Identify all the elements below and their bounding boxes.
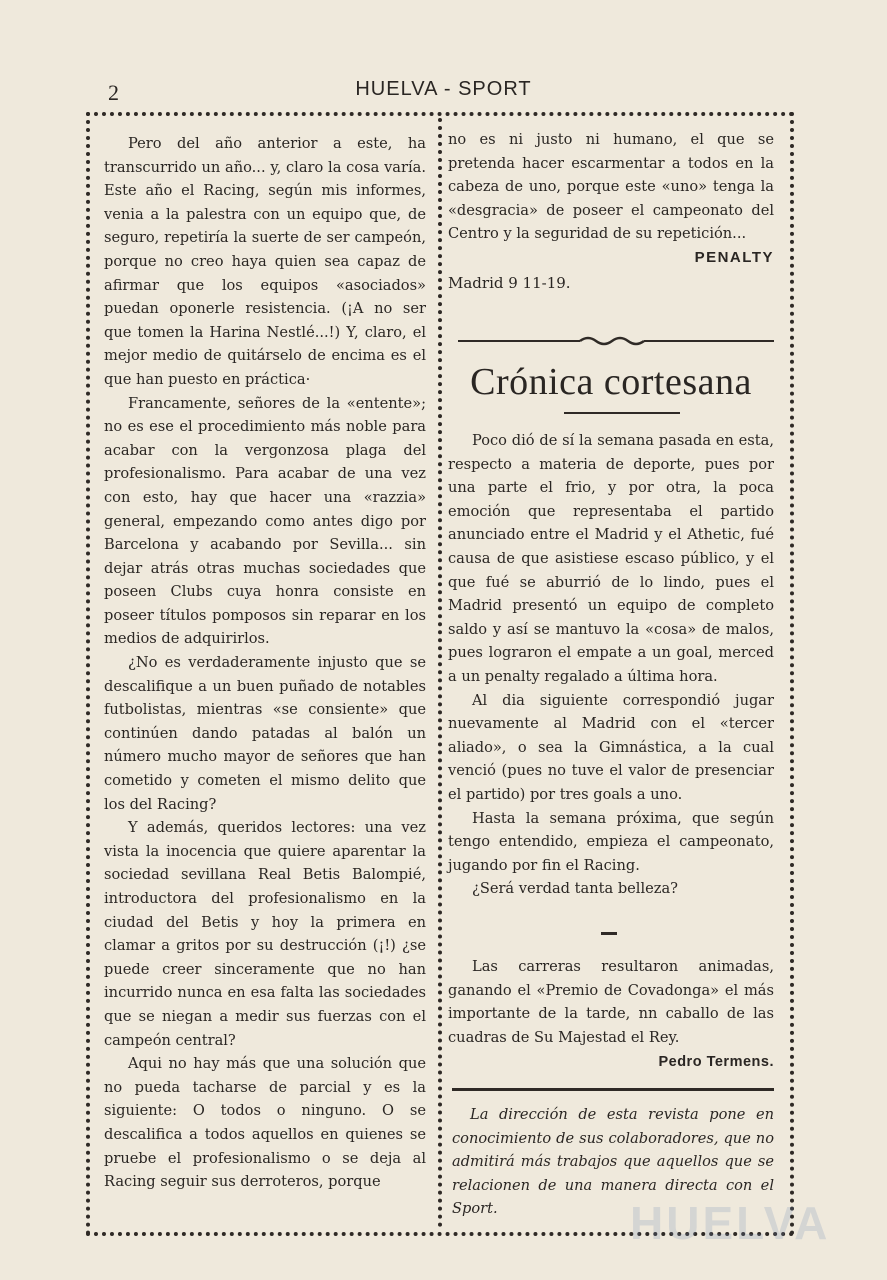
- racing-note: Las carreras resultaron animadas, ganando el «Premio de Covadonga» el más importante de la tarde, nn caballo de las cuadras de Su Majestad el Rey.: [448, 958, 774, 1046]
- page-number: 2: [108, 80, 119, 105]
- article-paragraph-4: ¿Será verdad tanta belleza?: [472, 880, 678, 898]
- article-paragraph-3: Hasta la semana próxima, que según tengo entendido, empieza el campeonato, jugando por fin el Racing.: [448, 809, 774, 874]
- signature-penalty: PENALTY: [694, 248, 774, 266]
- left-paragraph-4: Y además, queridos lectores: una vez vista la inocencia que quiere aparentar la sociedad sevillana Real Betis Balompié, introductora del profesionalismo en la ciudad del Betis y hoy la primera en clamar a gritos por su destrucción (¡!) ¿se puede creer sinceramente que no han incurrido nunca en esa falta las sociedades que se niegan a medir sus fuerzas con el campeón central?: [104, 819, 426, 1049]
- ornamental-rule: [458, 334, 774, 346]
- left-paragraph-3: ¿No es verdaderamente injusto que se descalifique a un buen puñado de notables futbolistas, mientras «se consiente» que continúen dando patadas al balón un número mucho mayor de señores que han cometido y cometen el mismo delito que los del Racing?: [104, 654, 426, 813]
- article-paragraph-2: Al dia siguiente correspondió jugar nuevamente al Madrid con el «tercer aliado», o sea la Gimnástica, a la cual venció (pues no tuve el valor de presenciar el partido) por tres goals a uno.: [448, 691, 774, 803]
- article-body: [448, 429, 774, 901]
- notice-rule: [452, 1088, 774, 1091]
- left-paragraph-2: Francamente, señores de la «entente»; no es ese el procedimiento más noble para acabar con la vergonzosa plaga del profesionalismo. Para acabar de una vez con esto, hay que hacer una «razzia» general, empezando como antes digo por Barcelona y acabando por Sevilla... sin dejar atrás otras muchas sociedades que poseen Clubs cuya honra consiste en poseer títulos pomposos sin reparar en los medios de adquirirlos.: [104, 394, 426, 648]
- notice-text: La dirección de esta revista pone en conocimiento de sus colaboradores, que no admitirá más trabajos que aquellos que se relacionen de una manera directa con el Sport.: [452, 1106, 774, 1218]
- author-signature: Pedro Termens.: [658, 1054, 774, 1071]
- article-paragraph-1: Poco dió de sí la semana pasada en esta, respecto a materia de deporte, pues por una parte el frio, y por otra, la poca emoción que representaba el partido anunciado entre el Madrid y el Athetic, fué causa de que asistiese escaso público, y el que fué se aburrió de lo lindo, pues el Madrid presentó un equipo de completo saldo y así se mantuvo la «cosa» de malos, pues lograron el empate a un goal, merced a un penalty regalado a última hora.: [448, 432, 774, 685]
- dateline: Madrid 9 11-19.: [448, 273, 571, 292]
- left-paragraph-5: Aqui no hay más que una solución que no pueda tacharse de parcial y es la siguiente: O todos o ninguno. O se descalifica a todos aquellos en quienes se pruebe el profesionalismo o se deja al Racing seguir sus derroteros, porque: [104, 1055, 426, 1191]
- continuation-paragraph: no es ni justo ni humano, el que se pretenda hacer escarmentar a todos en la cabeza de uno, porque este «uno» tenga la «desgracia» de poseer el campeonato del Centro y la seguridad de su repetición...: [448, 131, 774, 243]
- section-separator: [601, 932, 617, 935]
- archive-watermark: HUELVA: [630, 1197, 831, 1249]
- column-divider: [438, 118, 442, 1228]
- masthead: HUELVA - SPORT: [355, 78, 532, 100]
- left-column: [104, 132, 426, 1194]
- page-header: [0, 76, 887, 106]
- right-column-top: [448, 128, 774, 295]
- left-paragraph-1: Pero del año anterior a este, ha transcurrido un año... y, claro la cosa varía. Este año el Racing, según mis informes, venia a la palestra con un equipo que, de seguro, repetiría la suerte de ser campeón, porque no creo haya quien sea capaz de afirmar que los equipos «asociados» puedan oponerle resistencia. (¡A no ser que tomen la Harina Nestlé...!) Y, claro, el mejor medio de quitárselo de encima es el que han puesto en práctica·: [104, 135, 426, 388]
- title-underline: [564, 412, 680, 414]
- article-title: Crónica cortesana: [470, 361, 752, 403]
- racing-note-block: [448, 955, 774, 1075]
